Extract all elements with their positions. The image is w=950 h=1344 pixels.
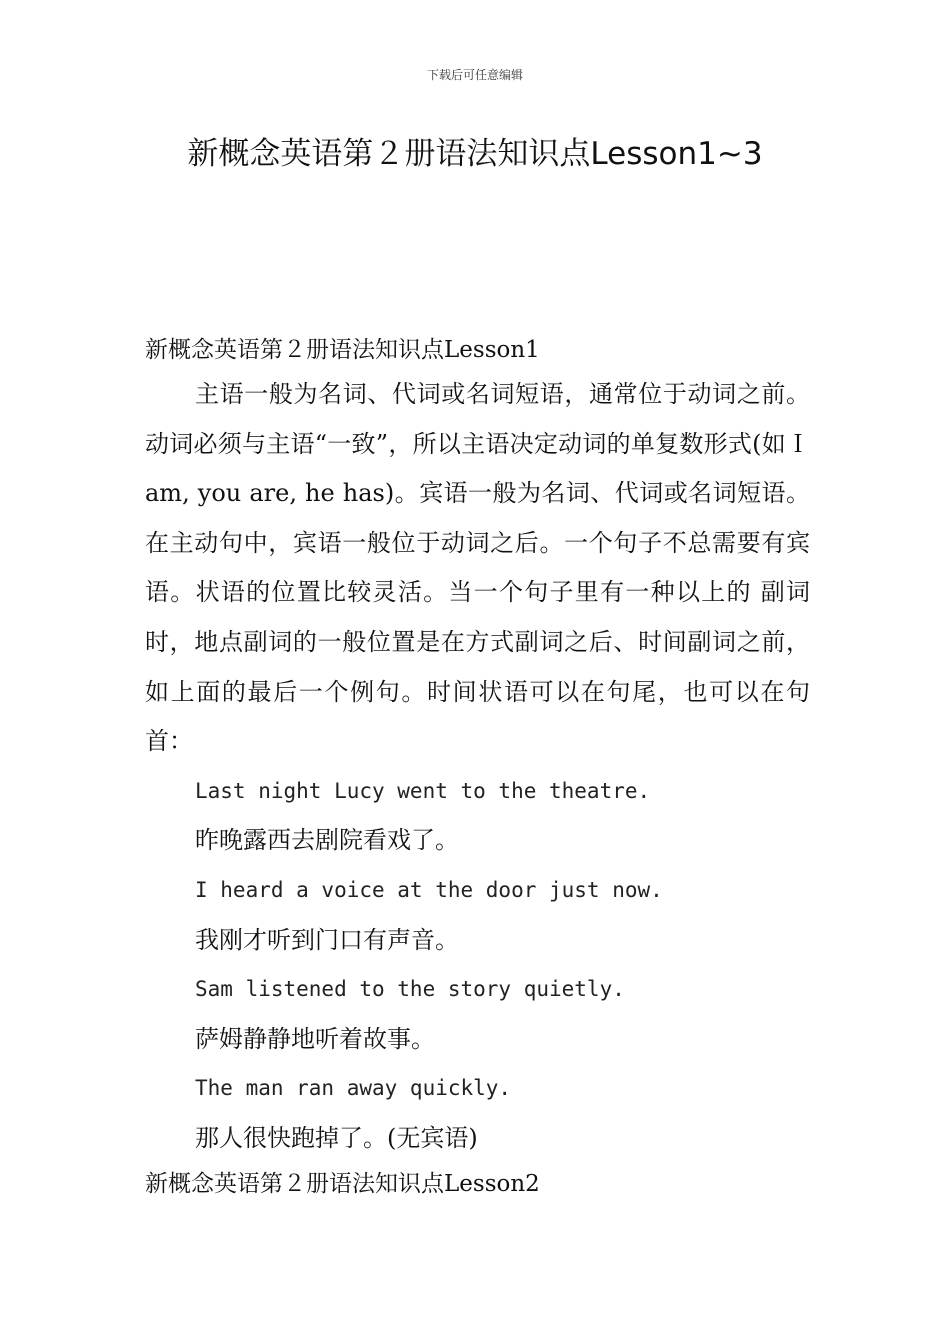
section-heading-lesson1: 新概念英语第２册语法知识点Lesson1 [145, 337, 540, 363]
example-chinese: 昨晚露西去剧院看戏了。 [195, 826, 459, 855]
header-note: 下载后可任意编辑 [426, 68, 523, 82]
section-heading-lesson2: 新概念英语第２册语法知识点Lesson2 [145, 1170, 540, 1197]
example-chinese: 我刚才听到门口有声音。 [195, 925, 459, 954]
example-chinese: 那人很快跑掉了。(无宾语) [195, 1123, 478, 1152]
document-body [145, 330, 810, 1204]
example-chinese: 萨姆静静地听着故事。 [195, 1024, 435, 1053]
example-english: Sam listened to the story quietly. [195, 977, 625, 1002]
grammar-paragraph: 主语一般为名词、代词或名词短语，通常位于动词之前。动词必须与主语“一致”，所以主语决定动词的单复数形式(如Ｉ am, you are, he has)。宾语一般为名词、代词或名词短语。在主动句中，宾语一般位于动词之后。一个句子不总需要有宾语。状语的位置比较灵活。当一个句子里有一种以上的 副词时，地点副词的一般位置是在方式副词之后、时间副词之前，如上面的最后一个例句。时间状语可以在句尾，也可以在句首： [145, 380, 810, 756]
example-english: I heard a voice at the door just now. [195, 877, 663, 902]
example-list [145, 767, 810, 1164]
document-title: 新概念英语第２册语法知识点Lesson1~3 [187, 136, 763, 172]
example-english: Last night Lucy went to the theatre. [195, 778, 651, 803]
example-english: The man ran away quickly. [195, 1076, 512, 1101]
